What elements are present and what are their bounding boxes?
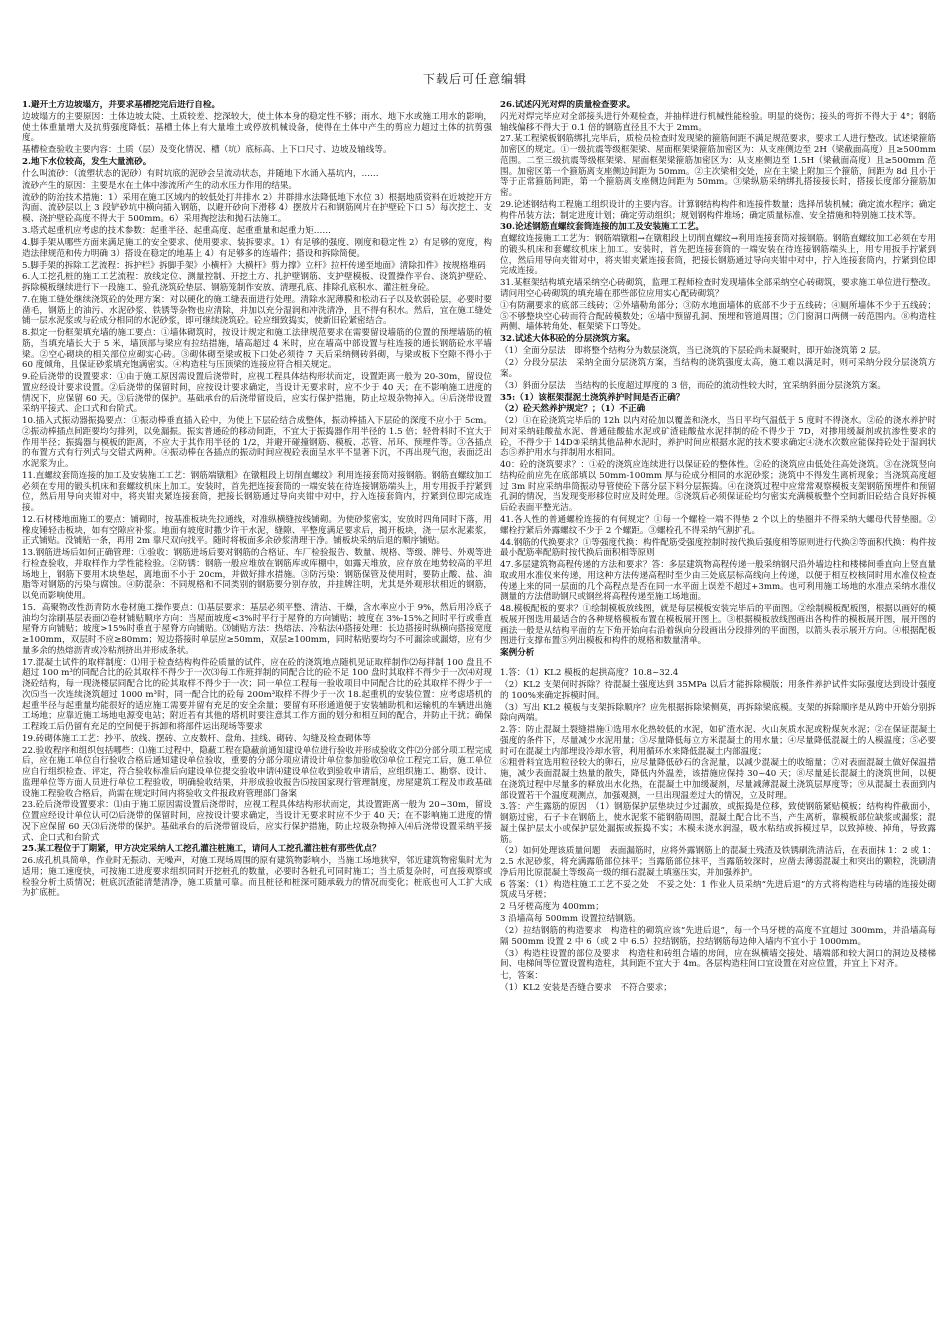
- left-column: [22, 100, 492, 1338]
- paragraph: 什么叫流砂：（流塑状态的泥砂）有时坑底的泥砂会呈流动状态，并随地下水涌入基坑内，……: [22, 168, 379, 179]
- paragraph: （3）写出 KL2 模板与支架拆除顺序？应先根据拆除梁侧莫，再拆除梁底模。支架的拆除顺序是从跨中开始分别拆除向两端。: [500, 702, 936, 724]
- right-column: [500, 100, 936, 1338]
- section-heading: 26.试述闪光对焊的质量检查要求。: [500, 100, 636, 110]
- paragraph: 4.脚手架从哪些方面来满足施工的安全要求、使用要求、装拆要求。1）有足够的强度、刚度和稳定性 2）有足够的宽度，构造法律规范和传力明确 3）搭设在稳定的地基上 4）有足够多的连墙件；搭设和拆除简便。: [22, 237, 492, 259]
- paragraph: 6.人工挖孔桩的施工工艺流程：放线定位、测量控制、开挖土方、扎护壁钢筋、支护壁模板、设置操作平台、浇筑护壁砼、拆除模板继续进行下一段施工、验孔浇筑砼垫层、钢筋笼制作安放、清理孔底、排除孔底积水、灌注桩身砼。: [22, 272, 492, 294]
- paragraph: 基槽检查验收主要内容：土质（层）及变化情况、槽（坑）底标高、上下口尺寸、边坡及轴线等。: [22, 145, 392, 156]
- paragraph: 23.砼后浇带设置要求：⑴由于施工原因需设置后浇带时，应视工程具体结构形状而定，其设置距离一般为 20~30m，留设位置应经设计单位认可⑵后浇带的保留时间，应按设计要求确定，当设计无要求时应不少于 40 天；在不影响施工进度的情况下应保留 60 天⑶后浇带的保护。基础承台的后浇带留设后，应实行保护措施，防止垃圾杂物掉入⑷后浇带设置采纳平接式、企口式和台阶式: [22, 800, 492, 843]
- paragraph: 7.在施工缝处继续浇筑砼的处理方案：对以硬化的施工缝表面进行处理。清除水泥薄膜和松动石子以及软弱砼层，必要时要凿毛，钢筋上的油污、水泥砂浆、铁锈等杂物也应清除，并加以充分湿润和冲洗清净，且不得有积水。然后，宜在施工缝处铺一层水泥浆或与砼成分相同的水泥砂浆，即可继续浇筑砼。砼应细致捣实，使新旧砼紧密结合。: [22, 295, 492, 327]
- paragraph: 七，答案：: [500, 971, 543, 982]
- paragraph: 闪光对焊完毕应对全部接头进行外观检查，并抽样进行机械性能检验。明显的烧伤；接头的弯折不得大于 4°；钢筋轴线偏移不得大于 0.1 倍的钢筋直径且不大于 2mm。: [500, 111, 936, 133]
- paragraph: 2 马牙槎高度为 400mm；: [500, 902, 604, 913]
- paragraph: 10.插入式振动器振捣要点：①振动棒垂直插入砼中，为使上下层砼结合成整体，振动棒插入下层砼的深度不应小于 5cm。②振动棒插点间距要均匀排列，以免漏振。振实普通砼的移动间距，不宜大于振捣器作用半径的 1.5 倍；轻骨料时不宜大于作用半径；振捣器与模板的距离，不应大于其作用半径的 1/2，并避开碰撞钢筋、模板、芯管、吊环、预埋件等。③各插点的布置方式有行列式与交错式两种。④振动棒在各插点的振动时间应视砼表面呈水平不显著下沉，不再出现气泡，表面泛出水泥浆为止。: [22, 416, 492, 470]
- paragraph: 12.石材楼地面施工的要点：铺砌时，按基准板块先拉通线，对准纵横缝按线铺砌。为使砂浆密实，安放时四角同时下落，用橡皮锤轻击板块，如有空隙应补浆。地面有坡度时撒少许干水泥，缝隙、平整度满足要求后，揭开板块，浇一层水泥素浆，正式铺贴。没铺贴一条，再用 2m 靠尺双向找平。随时将板面多余砂浆清理干净。铺板块采纳后退的顺序铺贴。: [22, 515, 492, 547]
- paragraph: 直螺纹连接施工工艺为：钢筋端镦粗→在镦粗段上切削直螺纹→利用连接套筒对接钢筋。钢筋直螺纹加工必须在专用的锻头机床和套螺纹机床上加工。安装时，首先把连接套筒的一端安装在待连接钢筋端头上，用专用扳手拧紧到位，然后用导向夹钳对中，将夹钳夹紧连接套筒，把接长钢筋通过导向夹钳中对中，拧入连接套筒内，拧紧到位即完成连接。: [500, 234, 936, 277]
- paragraph: 27.某工程梁板钢筋绑扎完毕后，质检员检查时发现梁的箍筋间距不满足规范要求，要求工人进行整改。试述梁箍筋加密区的规定。①一级抗震等级框架梁、屋面框架梁箍筋加密区为：从支座侧边至 2H（梁截面高度）且≥500mm 范围。二至三级抗震等级框架梁、屋面框架梁箍筋加密区为：从支座侧边至 1.5H（梁截面高度）且≥500mm 范围。加密区第一个箍筋离支座侧边间距为 50mm。②主次梁相交处，应在主梁上附加三个箍筋，间距为 8d 且小于等于正常箍筋间距，第一个箍筋离支座侧边间距为 50mm。③梁纵筋采纳绑扎搭接接长时，搭接长度部分箍筋加密。: [500, 134, 936, 198]
- paragraph: 48.模板配板的要求？①绘制模板放线图，就是每层模板安装完毕后的平面图。②绘制模板配板图，根据以画好的模板展开图选用最适合的各种规格模板布置在模板展开图上。③根据模板放线图画出各构件的模板展开图，展开图的画法一般是从结构平面的左下角开始向右沿着纵向分段画出分段排列的平面图，以箭头表示展开方向。④根据配板图进行支撑布置⑤列出模板和构件的规格和数量清单。: [500, 604, 936, 647]
- paragraph: 44.钢筋的代换要求？①等强度代换：构件配筋受强度控制时按代换后强度相等原则进行代换②等面积代换：构件按最小配筋率配筋时按代换后面积相等原则: [500, 537, 936, 559]
- paragraph: （2）①在砼浇筑完毕后的 12h 以内对砼加以覆盖和浇水，当日平均气温低于 5 度时不得浇水。②砼的浇水养护时间对采纳硅酸盐水泥、普通硅酸盐水泥或矿渣硅酸盐水泥拌制的砼不得少于 7D，对掺用缓凝剂或抗渗性要求的砼，不得少于 14D③采纳其他品种水泥时，养护时间应根据水泥的技术要求确定④浇水次数应能保持砼处于湿润状态⑤养护用水与拌制用水相同。: [500, 416, 936, 459]
- section-heading: 30.论述钢筋直螺纹套筒连接的加工及安装施工工艺。: [500, 222, 705, 233]
- section-heading: 2.地下水位较高，发生大量流砂。: [22, 157, 152, 168]
- paragraph: ①有防潮要求的底部三线砖；②外墙勒角部分；③防水地面墙体的底部不少于五线砖；④厕所墙体不少于五线砖；⑤不够整块空心砖而符合配砖模数处；⑥墙中预留孔洞、预埋和管道周围；⑦门窗洞口两侧一砖范围内。⑧构造柱两侧、墙体转角处、框架梁下口等处。: [500, 300, 936, 333]
- paragraph: 17.混凝土试件的取样制度：⑴用于检查结构构件砼质量的试件，应在砼的浇筑地点随机见证取样制作⑵每拌制 100 盘且不超过 100 m³的同配合比的砼其取样不得少于一次⑶每工作班拌制的同配合比的砼不足 100 盘时其取样不得少于一次⑷对现浇砼结构，每一现浇楼层同配合比的砼其取样不得少于一次；同一单位工程每一验收项目中同配合比的砼其取样不得少于一次⑸当一次连续浇筑超过 1000 m³时，同一配合比的砼每 200m³取样不得少于一次 18.起重机的安装位置：应考虑塔机的起重半径与起重量均能很好的适应施工需要并留有充足的安全余量；要留有环形通道便于安装辅助机和运输机的车辆进出施工场地；应靠近施工场地电源变电站；附近若有其他的塔机时要注意其工作方面的划分和相互间的配合，并防止干扰；确保工程竣工后仍留有充足的空间便于拆卸和将部件运出现场等要求: [22, 657, 492, 732]
- paragraph: 41.各人性的普通螺栓连接的有何规定？①每一个螺栓一端不得垫 2 个以上的垫圈并不得采纳大螺母代替垫圈。②螺栓拧紧后外露螺纹不少于 2 个螺距。③螺栓孔不得采纳气割扩孔。: [500, 515, 936, 536]
- paragraph: （3）构造柱设置的部位及要求 构造柱和砖组合墙的房间，应在纵横墙交接处、墙端部和较大洞口的洞边及楼梯间、电梯间等位置设置构造柱，其间距不宜大于 4m。各层构造柱间口宜设置在对应位置，并宜上下对齐。: [500, 948, 936, 970]
- section-heading: 35:（1）该框架混泥土浇筑养护时间是否正确？: [500, 392, 685, 403]
- paragraph: 3.答：产生露筋的原因 （1）钢筋保护层垫块过少过漏放，或振捣是位移，致使钢筋紧贴模板；结构构件截面小，钢筋过密，石子卡在钢筋上，使水泥浆不能钢筋周围，混凝土配合比不当，产生离析，靠模板部位缺浆或漏浆；混凝土保护层太小或保护层处漏振或振捣不实；木模未浇水润湿，吸水粘结或拆模过早，以致掉棱、掉角，导致露筋。: [500, 802, 936, 845]
- paragraph: 流砂产生的原因：主要是水在土体中渗流所产生的动水压力作用的结果。: [22, 180, 298, 191]
- paragraph: 1.答：（1）KL2 模板的起拱高度？10.8~32.4: [500, 668, 679, 679]
- paragraph: （2）拉结钢筋的构造要求 构造柱的砌筑应该“先进后退”，每一个马牙槎的高度不宜超过 300mm，并沿墙高每隔 500mm 设置 2 中 6（或 2 中 6.5）拉结钢筋，拉结钢筋每边伸入墙内不宜小于 1000mm。: [500, 926, 936, 947]
- section-heading: 32.试述大体积砼的分层浇筑方案。: [500, 334, 636, 345]
- paragraph: 22.验收程序和组织包括哪些：⑴施工过程中，隐蔽工程在隐蔽前通知建设单位进行验收并形成验收文件⑵分部分项工程完成后，应在施工单位自行验收合格后通知建设单位验收，重要的分部分项应请设计单位参加验收⑶单位工程完工后，施工单位应自行组织检查、评定，符合验收标准后向建设单位提交验收申请⑷建设单位收到验收申请后，应组织施工、勘察、设计、监理单位等方面人员进行单位工程验收，明确验收结果，并形成验收报告⑸按国家现行管理制度，房屋建筑工程及市政基础设施工程验收合格后，尚需在规定时间内将验收文件报政府管理部门备案: [22, 745, 492, 799]
- paragraph: 3 沿墙高每 500mm 设置拉结钢筋。: [500, 914, 641, 925]
- section-heading: 1.避开土方边坡塌方，并要求基槽挖完后进行自检。: [22, 100, 221, 110]
- paragraph: 6 答案：（1）构造柱施工工艺不妥之处 不妥之处：1 作业人员采纳“先进后退”的方式将构造柱与砖墙的连接处砌筑成马牙槎；: [500, 879, 936, 901]
- paragraph: 2.答：防止混凝土裂缝措施①选用水化热较低的水泥，如矿渣水泥、火山灰质水泥或粉煤灰水泥；②在保证混凝土强度的条件下，尽量减少水泥用量；③尽量降低每立方米混凝土的用水量；④尽量降低混凝土的人模温度；⑤必要时可在混凝土内部埋设冷却水管，利用循环水来降低混凝土内部温度；: [500, 725, 936, 757]
- paragraph: （2）KL2 支架何时拆除？待混凝土强度达到 35MPa 以后才能拆除模版；用条件养护试件实际强度达到设计强度的 100%来确定拆模时间。: [500, 679, 936, 701]
- paragraph: 3.塔式起重机应考虑的技术参数：起重半径、起重高度、起重重量和起重力矩……: [22, 226, 331, 237]
- section-heading: 案例分析: [500, 648, 535, 659]
- paragraph: 13.钢筋进场后如何正确管理：①验收：钢筋进场后要对钢筋的合格证、车厂检验报告、数量、规格、等级、牌号、外观等进行检查验收，并取样作力学性能检验。②防锈：钢筋一般应堆放在钢筋库或库棚中，如露天堆放，应存放在地势较高的平坦场地上，钢筋下要用木块垫起，离地面不小于 20cm，并做好排水措施。③防污染：钢筋保管及使用时，要防止酸、盐、油脂等对钢筋的污染与腐蚀。④防混杂：不同规格和不同类别的钢筋要分别存放，并挂牌注明，尤其是外观形状相近的钢筋，以免而影响使用。: [22, 548, 492, 602]
- paragraph: （1）全面分层法 即将整个结构分为数层浇筑，当已浇筑的下层砼尚未凝聚时，即开始浇筑第 2 层。: [500, 346, 886, 357]
- section-heading: 25.某工程位于丁期紧，甲方决定采纳人工挖孔灌注桩施工，请问人工挖孔灌注桩有那些优点？: [22, 844, 381, 855]
- paragraph: 40：砼的浇筑要求？：①砼的浇筑应连续进行以保证砼的整体性。②砼的浇筑应由低处往高处浇筑。③在浇筑竖向结构砼前应先在底部填以 50mm-100mm 厚与砼成分相同的水泥砂浆；浇筑中不得发生离析现象；当浇筑高度超过 3m 时应采纳串筒振动导管使砼下落分层下料分层振捣。④在浇筑过程中应常常观察模板支架钢筋预埋件和预留孔洞的情况，当发现变形移位时应及时处理。⑤浇筑后必须保证砼均匀密实充满模板整个空间新旧砼结合良好拆模后砼表面平整光洁。: [500, 460, 936, 514]
- section-heading: （2）砼天然养护规定？；（1）不正确: [500, 404, 646, 415]
- paragraph: 11.直螺纹套筒连接的加工及安装施工工艺：钢筋端镦粗》在镦粗段上切削直螺纹》利用连接套筒对接钢筋。钢筋直螺纹加工必须在专用的锻头机床和套螺纹机床上加工。安装时，首先把连接套筒的一端安装在待连接钢筋端头上，用专用扳手拧紧到位，然后用导向夹钳对中，将夹钳夹紧连接套筒，把接长钢筋通过导向夹钳中对中，拧入连接套筒内，拧紧到位即完成连接。: [22, 471, 492, 514]
- paragraph: 5.脚手架的拆除工艺流程：拆护栏》拆脚手架》小横杆》大横杆》剪力撑》立杆》拉杆传递至地面》清除扣件》按规格堆码: [22, 260, 486, 271]
- paragraph: 19.砖砌体施工工艺：抄平、放线、摆砖、立皮数杆、盘角、挂线、砌砖、勾缝及检查砌体等: [22, 733, 371, 744]
- paragraph: 26.成孔机具简单，作业时无振动、无噪声，对施工现场周围的原有建筑物影响小，当施工场地狭窄，邻近建筑物密集时尤为适用；施工速度快，可按施工进度要求组织同时开挖桩孔的数量，必要时各桩孔可同时施工；当土质复杂时，可直接观察或检验分析土质情况；桩底沉渣能清楚清净，施工质量可靠。而且桩径和桩深可随承载力的情况而变化；桩底也可人工扩大成为扩底桩。: [22, 856, 492, 899]
- paragraph: ⑥粗骨料宜选用粒径较大的卵石，应尽量降低砂石的含泥量，以减少混凝土的收缩量；⑦对表面混凝土做好保温措施，减少表面混凝土热量的散失，降低内外温差，该措施应保持 30~40 天；⑧尽量延长混凝土的浇筑世间，以便在浇筑过程中尽量多的释放出水化热，在混凝土中加缓凝剂，尽量减薄混凝土浇筑层厚度等；⑨从混凝土表面到内部设置若干个温度观测点，加强观测，一旦出现温差过大的情况，立及时理。: [500, 758, 936, 801]
- paragraph: 边坡塌方的主要原因：土体边坡太陡、土质较差、挖深较大，使土体本身的稳定性不够；雨水、地下水或施工用水的影响，使土体重量增大及抗剪强度降低；基槽土体上有大量堆土或停放机械设备，使得在土体中产生的剪应力超过土体的抗剪强度。: [22, 111, 492, 144]
- paragraph: 9.砼后浇带的设置要求：①由于施工原因需设置后浇带时，应视工程具体结构形状而定，设置距离一般为 20-30m，留设位置应经设计要求设置。②后浇带的保留时间，应按设计要求确定，当设计无要求时，应不少于 40 天；在不影响施工进度的情况下，应保留 60 天。③后浇带的保护。基础承台的后浇带留设后，应实行保护措施，防止垃圾杂物掉入。④后浇带设置采纳平接式、企口式和台阶式。: [22, 372, 492, 415]
- page-header: 下载后可任意编辑: [422, 72, 527, 86]
- paragraph: （1）KL2 安装是否缝合要求 不符合要求；: [500, 983, 672, 994]
- paragraph: （2）分段分层法 采纳全面分层浇筑方案，当结构的浇筑强度太高，施工难以满足时，则可采纳分段分层浇筑方案。: [500, 358, 936, 379]
- paragraph: 流砂的防治技术措施：1）采用在施工区域内的较低处打井排水 2）井群排水法降低地下水位 3）根据地质资料在近坡挖开方沟面、流砂层以上 3 段铲砂坑中横向插入钢筋，以避开砂向下滑移 4）摆放片石和钢筋网片在护壁砼下口 5）每次挖土、支模、浇护壁砼高度不得大于 500mm。6）采用掏挖法和抛石法施工。: [22, 192, 492, 225]
- paragraph: 8.拟定一份框架填充墙的施工要点：①墙体砌筑时，按设计规定和施工法律规范要求在需要留设墙筋的位置的预埋墙筋的植筋，当填充墙长大于 5 米，墙顶部与梁应有拉结措施，墙高超过 4 米时，应在墙高中部设置与柱连接的通长钢筋砼水平墙梁。②空心砌块的相关部位应砌实心砖。③砌体砌至梁或板下口处必须待 7 天后采纳侧砖斜砌，与梁或板下空隙不得小于 60 度倾角，且保证砂浆填充饱满密实。④构造柱与压顶梁的连接应符合相关规定。: [22, 328, 492, 371]
- paragraph: （3）斜面分层法 当结构的长度超过厚度的 3 倍，而砼的流动性较大时，宜采纳斜面分层浇筑方案。: [500, 380, 886, 391]
- paragraph: 47.多层建筑物高程传递的方法和要求？答：多层建筑物高程传递一般采纳钢尺沿外墙边柱和楼梯间垂直向上竖直量取或用水准仪来传递，用这种方法传递高程时至少由三处底层标高线向上传递，以便于相互校核同时用水准仪检查传递上来的同一层面的几个高程点是否在同一水平面上误差不超过+3mm。也可利用施工场地的水准点采纳水准仪测量的方法借助钢尺或钢丝将高程传递至施工场地面。: [500, 560, 936, 603]
- paragraph: 29.论述钢结构工程施工组织设计的主要内容。计算钢结构构件和连接件数量；选择吊装机械；确定流水程序；确定构件吊装方法；制定进度计划；确定劳动组织；规划钢构件堆场；确定质量标准、安全措施和特别施工技术等。: [500, 199, 936, 221]
- paragraph: 15．高聚物改性沥青防水卷材施工操作要点：⑴基层要求：基层必须平整、清洁、干燥，含水率应小于 9%，然后用冷底子油均匀涂刷基层表面⑵卷材铺贴顺序方向：当屋面坡度<3%时平行于屋脊的方向铺贴；坡度在 3%-15%之间时平行或垂直屋脊方向铺贴；坡度>15%时垂直于屋脊方向铺贴。⑶铺贴方法：热熔法、冷粘法⑷搭接处理：长边搭接时纵横向搭接宽度≥100mm，双层时不应≥80mm；短边搭接时单层应≥50mm，双层≥100mm，同时粘贴要均匀不可漏涂或漏熔，应有少量多余的热熔沥青或冷粘剂挤出并形成条状。: [22, 603, 492, 656]
- paragraph: 31.某框架结构填充墙采纳空心砖砌筑，监理工程师检查时发现墙体全部采纳空心砖砌筑，要求施工单位进行整改。请问用空心砖砌筑的填充墙在那些部位应用实心配砖砌筑？: [500, 278, 936, 300]
- spacer: [500, 660, 936, 668]
- paragraph: （2）如何处理该质量问题 表面漏筋时，应将外露钢筋上的混凝土残渣及铁锈刷洗清洁后，在表面抹 1：2 或 1：2.5 水泥砂浆，将充满露筋部位抹平；当露筋部位抹平，当露筋较深时，应凿去薄弱混凝土和突出的颗粒，洗刷清净后用比原混凝土等级高一级的细石混凝土填塞压实，并加强养护。: [500, 846, 936, 878]
